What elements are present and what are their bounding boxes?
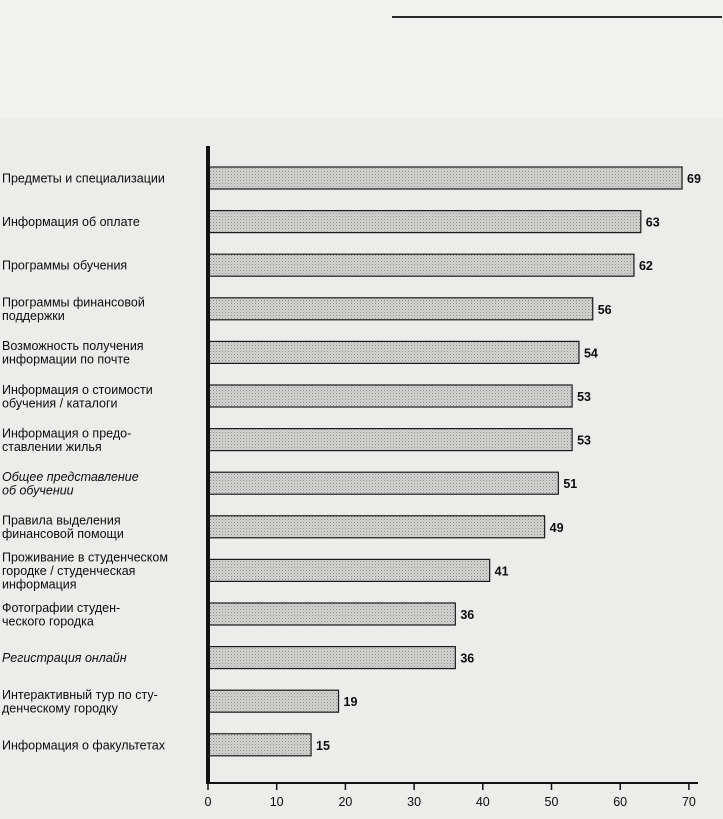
category-label: Регистрация онлайн — [2, 651, 127, 666]
value-label: 62 — [638, 259, 653, 274]
value-label: 15 — [316, 738, 330, 753]
bar — [208, 341, 579, 363]
category-label: Интерактивный тур по сту-денческому городку — [2, 687, 158, 716]
x-tick-label: 40 — [475, 795, 490, 809]
category-labels — [2, 172, 168, 753]
x-tick-label: 70 — [681, 795, 696, 809]
value-label: 41 — [494, 564, 509, 579]
category-label: Информация о факультетах — [2, 738, 165, 753]
x-axis-ticks — [205, 783, 696, 809]
value-label: 36 — [460, 651, 475, 666]
bar — [208, 603, 455, 625]
bar — [208, 734, 311, 756]
bars-layer — [208, 167, 682, 756]
bar — [208, 211, 641, 233]
value-label: 53 — [577, 433, 592, 448]
bar — [208, 298, 593, 320]
bar — [208, 385, 572, 407]
category-label: Информация об оплате — [2, 215, 140, 230]
bar — [208, 647, 455, 669]
category-label: Правила выделения финансовой помощи — [2, 513, 124, 542]
value-label: 53 — [577, 390, 592, 404]
value-label: 36 — [460, 608, 475, 622]
x-tick-label: 10 — [269, 795, 284, 809]
category-label: Общее представление об обучении — [2, 469, 139, 498]
category-label: Возможность получения информации по почте — [2, 339, 144, 367]
x-tick-label: 60 — [613, 795, 628, 809]
category-label: Проживание в студенческом городке / студенческая информация — [2, 550, 168, 592]
category-label: Фотографии студен-ческого городка — [2, 600, 121, 629]
category-label: Информация о предо-ставлении жилья — [2, 426, 132, 454]
bar — [208, 167, 682, 189]
value-label: 63 — [645, 215, 660, 230]
value-label: 49 — [549, 520, 564, 535]
bar — [208, 254, 634, 276]
x-tick-label: 50 — [544, 795, 559, 809]
bar — [208, 429, 572, 451]
bar — [208, 472, 558, 494]
value-label: 54 — [583, 346, 598, 361]
category-label: Программы финансовой поддержки — [2, 295, 145, 324]
x-tick-label: 0 — [204, 795, 212, 809]
category-label: Программы обучения — [2, 258, 128, 273]
category-label: Информация о стоимости обучения / каталоги — [2, 382, 153, 411]
category-label: Предметы и специализации — [2, 171, 165, 186]
value-label: 56 — [597, 302, 612, 317]
value-label: 19 — [343, 695, 358, 710]
value-label: 51 — [563, 477, 578, 492]
bar — [208, 516, 545, 538]
bar — [208, 559, 490, 581]
x-tick-label: 20 — [338, 795, 353, 809]
x-tick-label: 30 — [407, 795, 422, 809]
value-label: 69 — [687, 172, 701, 186]
bar — [208, 690, 339, 712]
